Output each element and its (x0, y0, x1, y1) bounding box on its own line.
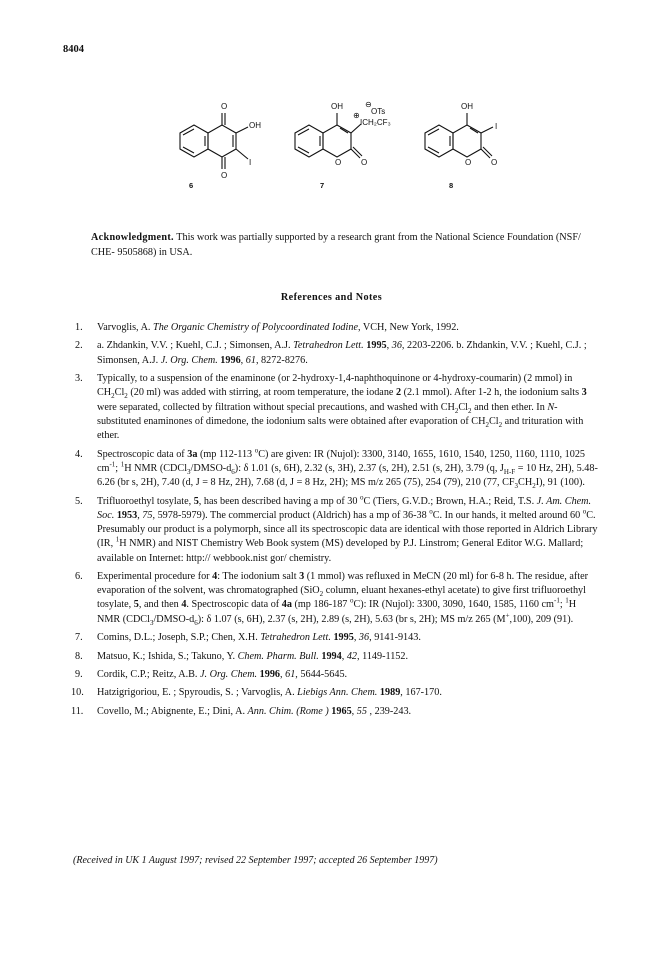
acknowledgment-text: This work was partially supported by a research grant from the National Science Foundation (NSF/ CHE- 9505868) in USA. (91, 232, 581, 258)
structure-8 (425, 113, 493, 158)
structure-7 (295, 113, 362, 158)
reference-number: 11. (71, 705, 84, 717)
label-minus-7: ⊖ (365, 100, 372, 109)
label-o-ring-8: O (465, 158, 472, 167)
reference-number: 3. (75, 373, 83, 385)
acknowledgment-paragraph (91, 231, 596, 260)
reference-item (75, 372, 600, 443)
received-dates: (Received in UK 1 August 1997; revised 22 September 1997; accepted 26 September 1997) (73, 855, 438, 866)
label-o-bottom: O (221, 171, 228, 180)
acknowledgment-label: Acknowledgment. (91, 232, 174, 244)
reference-number: 5. (75, 495, 83, 507)
reference-item (75, 321, 600, 335)
label-o-ring-7: O (335, 158, 342, 167)
reference-number: 9. (75, 669, 83, 680)
reference-text: Comins, D.L.; Joseph, S.P.; Chen, X.H. Tetrahedron Lett. 1995, 36, 9141-9143. (97, 632, 421, 644)
label-oh-8: OH (461, 102, 473, 111)
reference-item (75, 650, 600, 664)
reference-number: 6. (75, 570, 83, 582)
references-heading: References and Notes (280, 292, 383, 303)
reference-text: Matsuo, K.; Ishida, S.; Takuno, Y. Chem. Pharm. Bull. 1994, 42, 1149-1152. (97, 650, 409, 662)
reference-number: 7. (75, 632, 83, 644)
label-i-6: I (249, 158, 252, 167)
reference-number: 4. (75, 448, 83, 460)
label-plus-7: ⊕ (353, 111, 360, 120)
reference-text: Spectroscopic data of 3a (mp 112-113 $^o$C) are given: IR (Nujol): 3300, 3140, 1655, 1610, 1540, 1250, 1160, 1110, 1025 $cm^{-1}$; $^1$H NMR $(CDCl_3/DMSO-d_6)$: δ 1.01 (s, 6H), 2.32 (s, 3H), 2.37 (s, 2H), 2.51 (s, 2H), 3.79 (q, $J_{H-F} = 10$ Hz, 2H), 5.48-6.26 (br s, 2H), 7.40 (d, J = 8 Hz, 2H), 7.68 (d, J = 8 Hz, 2H); MS m/z 265 (75), 254 (79), 210 (77, $CF_3CH_2I$), 91 (100). (97, 446, 598, 491)
compound-number-8: 8 (449, 181, 454, 190)
structure-6 (180, 113, 248, 169)
label-oh-6: OH (249, 121, 261, 130)
reference-item (71, 686, 600, 700)
reference-text: Cordik, C.P.; Reitz, A.B. J. Org. Chem. 1996, 61, 5644-5645. (97, 669, 348, 680)
page-number: 8404 (63, 44, 84, 55)
reference-text: Varvoglis, A. The Organic Chemistry of Polycoordinated Iodine, VCH, New York, 1992. (97, 322, 459, 333)
structures-svg (160, 96, 540, 226)
label-o-carbonyl-7: O (361, 158, 368, 167)
reference-text: Covello, M.; Abignente, E.; Dini, A. Ann. Chim. (Rome ) 1965, 55 , 239-243. (97, 705, 412, 717)
compound-number-6: 6 (189, 181, 194, 190)
label-o-carbonyl-8: O (491, 158, 498, 167)
reference-item (75, 668, 600, 682)
reference-text: a. Zhdankin, V.V. ; Kuehl, C.J. ; Simonsen, A.J. Tetrahedron Lett. 1995, 36, 2203-2206. b. Zhdankin, V.V. ; Kuehl, C.J. ; Simonsen, A.J. J. Org. Chem. 1996, 61, 8272-8276. (97, 340, 587, 366)
reference-number: 2. (75, 340, 83, 352)
references-list (71, 321, 600, 723)
compound-number-7: 7 (320, 181, 325, 190)
reference-item (75, 570, 600, 627)
chemical-structures-figure (160, 96, 540, 226)
label-o-top: O (221, 102, 228, 111)
reference-number: 1. (75, 322, 83, 333)
reference-item (71, 705, 600, 719)
label-ich2cf3-7: ICH₂CF₃ (360, 118, 391, 127)
reference-item (75, 339, 600, 368)
reference-text: Hatzigrigoriou, E. ; Spyroudis, S. ; Varvoglis, A. Liebigs Ann. Chem. 1989, 167-170. (97, 687, 442, 699)
reference-item (75, 495, 600, 566)
reference-text: Typically, to a suspension of the enaminone (or 2-hydroxy-1,4-naphthoquinone or 4-hydroxy-coumarin) (2 mmol) in $CH_2Cl_2$ (20 ml) was added with stirring, at room temperature, the iodane 2 (2.1 mmol). After 1-2 h, the iodonium salts 3 were separated, collected by filtration without special precautions, and washed with $CH_2Cl_2$ and then ether. In N-substituted enaminones of dimedone, the iodonium salts were obtained after evaporation of $CH_2Cl_2$ and trituration with ether. (97, 373, 587, 442)
reference-number: 8. (75, 650, 83, 662)
reference-number: 10. (71, 687, 84, 699)
reference-text: Trifluoroethyl tosylate, 5, has been described having a mp of 30 $^o$C (Tiers, G.V.D.; Brown, H.A.; Reid, T.S. J. Am. Chem. Soc. 1953, 75, 5978-5979). The commercial product (Aldrich) has a mp of 36-38 $^o$C. In our hands, it melted around 60 $^o$C. Presumably our product is a polymorph, since all its spectroscopic data are identical with those reported in Aldrich Library (IR, $^1$H NMR) and NIST Chemistry Web Book system (MS) developed by P.J. Linstrom; General Editor W.G. Mallard; available on Internet: http:// webbook.nist gor/ chemistry. (97, 493, 598, 564)
label-ots-7: OTs (371, 107, 386, 116)
label-i-8: I (495, 122, 498, 131)
label-oh-7: OH (331, 102, 343, 111)
reference-text: Experimental procedure for 4: The iodonium salt 3 (1 mmol) was refluxed in MeCN (20 ml) for 6-8 h. The residue, after evaporation of the solvent, was chromatographed (SiO$_2$ column, eluant hexanes-ethyl acetate) to give first trifluoroethyl tosylate, 5, and then 4. Spectroscopic data of 4a (mp 186-187 $^o$C): IR (Nujol): 3300, 3090, 1640, 1585, 1160 $cm^{-1}$; $^1$H NMR $(CDCl_3/DMSO-d_6)$: δ 1.07 (s, 6H), 2.37 (s, 2H), 2.89 (s, 2H), 5.63 (br s, 2H); MS m/z 265 (M+,100), 209 (91). (97, 570, 589, 627)
reference-item (75, 448, 600, 491)
reference-item (75, 631, 600, 645)
